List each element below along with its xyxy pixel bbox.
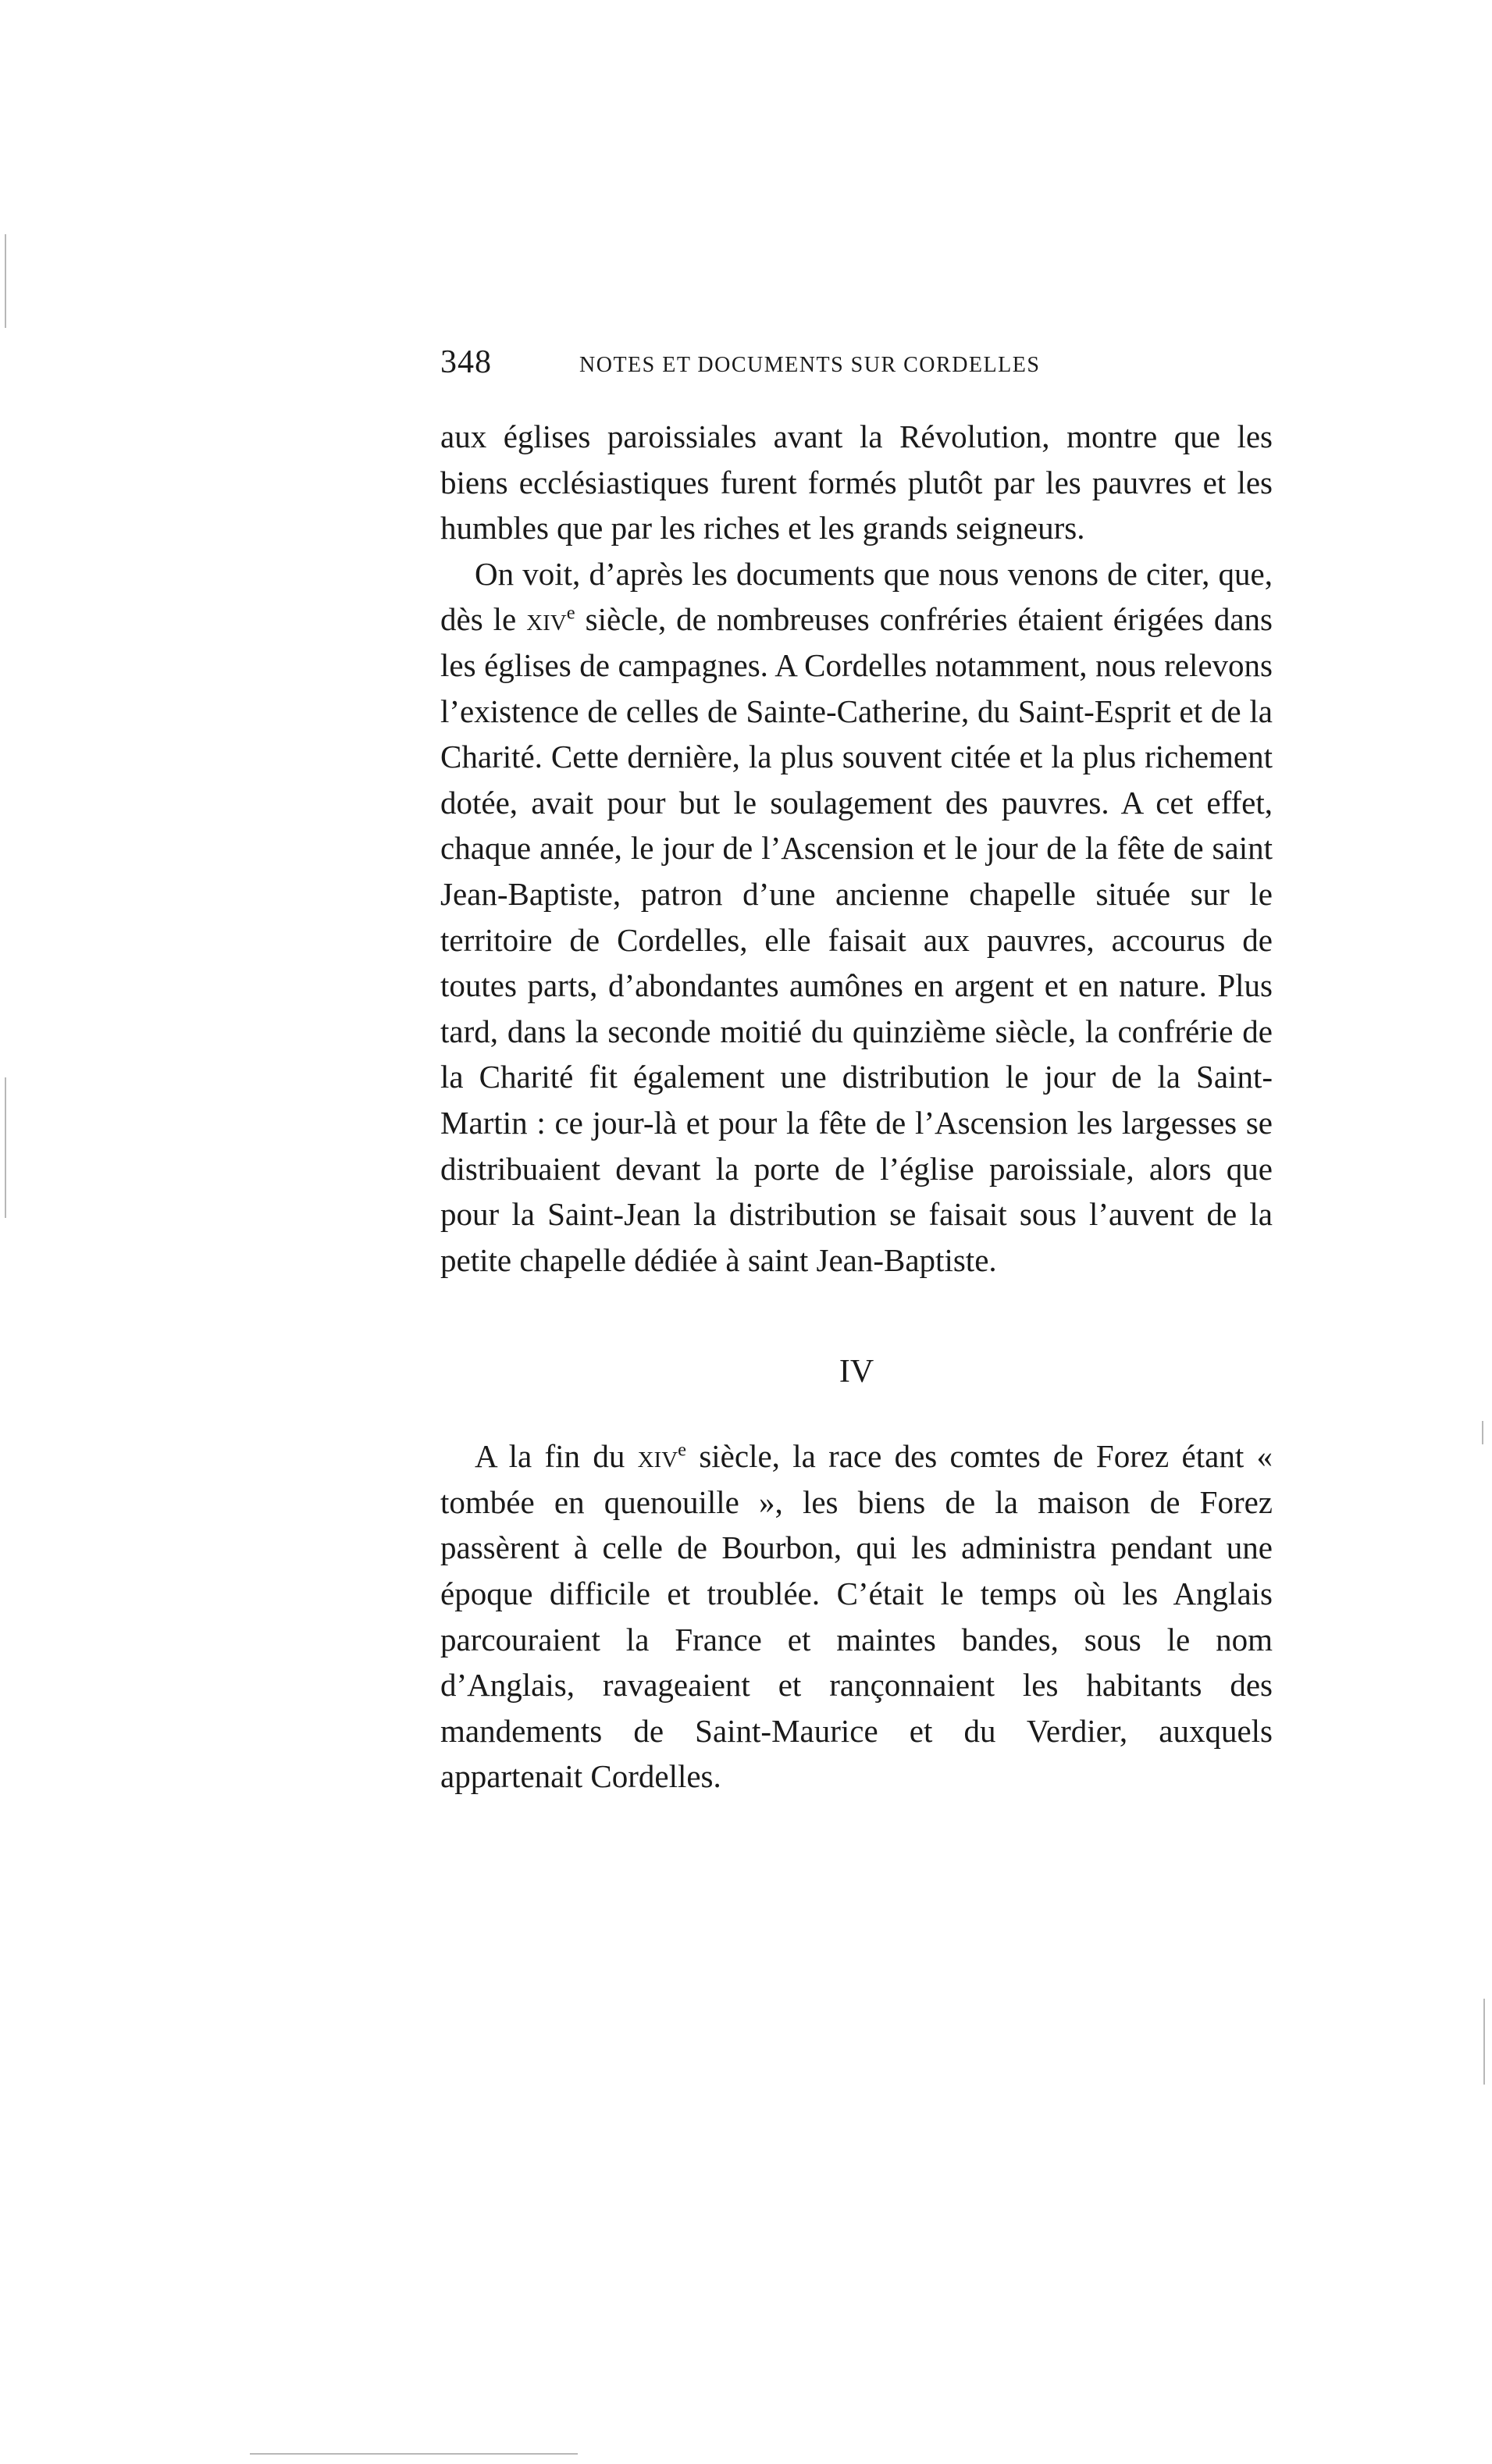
century-suffix: e xyxy=(566,602,575,624)
paragraph-3-part-2: siècle, la race des comtes de Forez étant « tombée en quenouille », les biens de la maison de Forez passèrent à celle de Bourbon, qui les administra pendant une époque difficile et troublée. C’était le temps où les Anglais parcouraient la France et maintes bandes, sous le nom d’Anglais, ravageaient et rançonnaient les habitants des mandements de Saint-Maurice et du Verdier, auxquels appartenait Cordelles. xyxy=(440,1438,1273,1795)
century-numeral: xiv xyxy=(526,601,567,638)
scan-mark xyxy=(250,2453,578,2455)
paragraph-3-part-1: A la fin du xyxy=(475,1438,638,1475)
running-title: NOTES ET DOCUMENTS SUR CORDELLES xyxy=(579,353,1041,377)
paragraph-confreries xyxy=(440,551,1273,1284)
scan-mark xyxy=(1482,1421,1483,1444)
paragraph-1-text: aux églises paroissiales avant la Révolution, montre que les biens ecclésiastiques furent formés plutôt par les pauvres et les humbles que par les riches et les grands seigneurs. xyxy=(440,418,1273,547)
body-text xyxy=(440,414,1273,1800)
paragraph-2-part-1: On voit, d’après les documents que nous venons de citer, que, dès le xyxy=(440,555,1273,638)
scan-mark xyxy=(1483,1999,1485,2085)
page-content xyxy=(440,344,1273,1800)
paragraph-continued xyxy=(440,414,1273,551)
scan-mark xyxy=(5,234,6,328)
century-suffix: e xyxy=(678,1439,687,1461)
century-numeral: xiv xyxy=(637,1438,678,1475)
paragraph-2-part-2: siècle, de nombreuses confréries étaient érigées dans les églises de campagnes. A Cordelles notamment, nous relevons l’existence de celles de Sainte-Catherine, du Saint-Esprit et de la Charité. Cette dernière, la plus souvent citée et la plus richement dotée, avait pour but le soulagement des pauvres. A cet effet, chaque année, le jour de l’Ascension et le jour de la fête de saint Jean-Baptiste, patron d’une ancienne chapelle située sur le territoire de Cordelles, elle faisait aux pauvres, accourus de toutes parts, d’abondantes aumônes en argent et en nature. Plus tard, dans la seconde moitié du quinzième siècle, la confrérie de la Charité fit également une distribution le jour de la Saint-Martin : ce jour-là et pour la fête de l’Ascension les largesses se distribuaient devant la porte de l’église paroissiale, alors que pour la Saint-Jean la distribution se faisait sous l’auvent de la petite chapelle dédiée à saint Jean-Baptiste. xyxy=(440,601,1273,1278)
section-heading: IV xyxy=(839,1354,874,1390)
paragraph-forez xyxy=(440,1433,1273,1800)
running-head xyxy=(440,344,1273,390)
scan-mark xyxy=(5,1077,6,1218)
page-number: 348 xyxy=(440,344,492,380)
